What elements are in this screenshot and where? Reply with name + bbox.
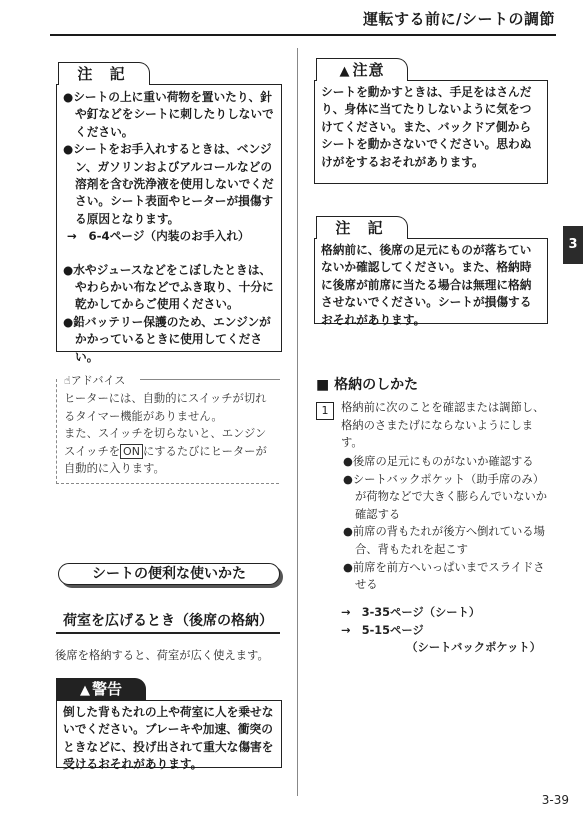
chapter-tab: 3 [563, 226, 583, 264]
warning-text: 倒した背もたれの上や荷室に人を乗せないでください。ブレーキや加速、衝突のときなどに、投げ出されて重大な傷害を受けるおそれがあります。 [63, 705, 274, 772]
warning-label: ▲ 警告 [56, 678, 146, 700]
warning-box [56, 700, 282, 772]
header-rule [50, 34, 556, 36]
step-text: 格納前に次のことを確認または調節し、格納のさまたげにならないようにします。 [341, 401, 545, 450]
note-text-2: 格納前に、後席の足元にものが落ちていないか確認してください。また、格納時に後席が前席に当たる場合は無理に格納させないでください。シートが損傷するおそれがあります。 [321, 243, 532, 327]
page-number: 3-39 [541, 793, 569, 807]
advice-rule [140, 379, 280, 380]
list-item: ●前席を前方へいっぱいまでスライドさせる [343, 560, 545, 592]
note-item: ●シートをお手入れするときは、ベンジン、ガソリンおよびアルコールなどの溶剤を含む洗浄液を使用しないでください。シート表面やヒーターが損傷する原因となります。 [63, 142, 274, 226]
hand-pointer-icon: ☝ [64, 374, 71, 387]
warning-triangle-icon: ▲ [79, 683, 90, 698]
advice-text: ヒーターには、自動的にスイッチが切れるタイマー機能がありません。 また、スイッチを切らないと、エンジンスイッチを ON にするたびにヒーターが自動的に入ります。 [64, 392, 267, 476]
reference-pocket-label: （シートバックポケット） [406, 641, 541, 655]
sub-heading: 荷室を広げるとき（後席の格納） [63, 613, 273, 629]
note-label: 注 記 [58, 62, 150, 85]
warning-triangle-icon: ▲ [339, 64, 351, 79]
section-title: ■ 格納のしかた [316, 377, 419, 393]
reference-pocket: → 5-15ページ [341, 623, 424, 637]
caution-label: ▲ 注意 [316, 58, 408, 81]
list-item: ●後席の足元にものがないか確認する [343, 455, 534, 468]
note-item: ●水やジュースなどをこぼしたときは、やわらかい布などでふき取り、十分に乾かしてからご使用ください。 [63, 262, 274, 312]
reference-seat: → 3-35ページ（シート） [341, 606, 481, 619]
step-bullet-list [343, 453, 548, 594]
reference-list [341, 604, 551, 657]
note-item: ●シートの上に重い荷物を置いたり、針や釘などをシートに刺したりしないでください。 [63, 90, 274, 139]
section-pill: シートの便利な使いかた [58, 563, 280, 585]
caution-text: シートを動かすときは、手足をはさんだり、身体に当てたりしないように気をつけてください。また、バックドア側からシートを動かさないでください。思わぬけがをするおそれがあります。 [321, 85, 532, 169]
list-item: ●シートバックポケット（助手席のみ）が荷物などで大きく膨らんでいないか確認する [343, 472, 548, 521]
on-switch-label: ON [120, 444, 143, 459]
caution-box [314, 80, 548, 184]
note-label-2: 注 記 [316, 216, 408, 239]
note-box-2 [314, 238, 548, 327]
intro-text: 後席を格納すると、荷室が広く使えます。 [55, 649, 269, 662]
note-item: ●鉛バッテリー保護のため、エンジンがかかっているときに使用してください。 [63, 314, 271, 364]
list-item: ●前席の背もたれが後方へ倒れている場合、背もたれを起こす [343, 525, 545, 556]
step-number: 1 [316, 402, 334, 420]
sub-heading-rule [56, 632, 280, 634]
page-header-title: 運転する前に/シートの調節 [363, 10, 555, 28]
column-divider [297, 48, 298, 796]
note-reference: → 6-4ページ（内装のお手入れ） [67, 229, 250, 244]
advice-heading: ☝アドバイス [64, 372, 131, 388]
note-box [56, 84, 282, 364]
